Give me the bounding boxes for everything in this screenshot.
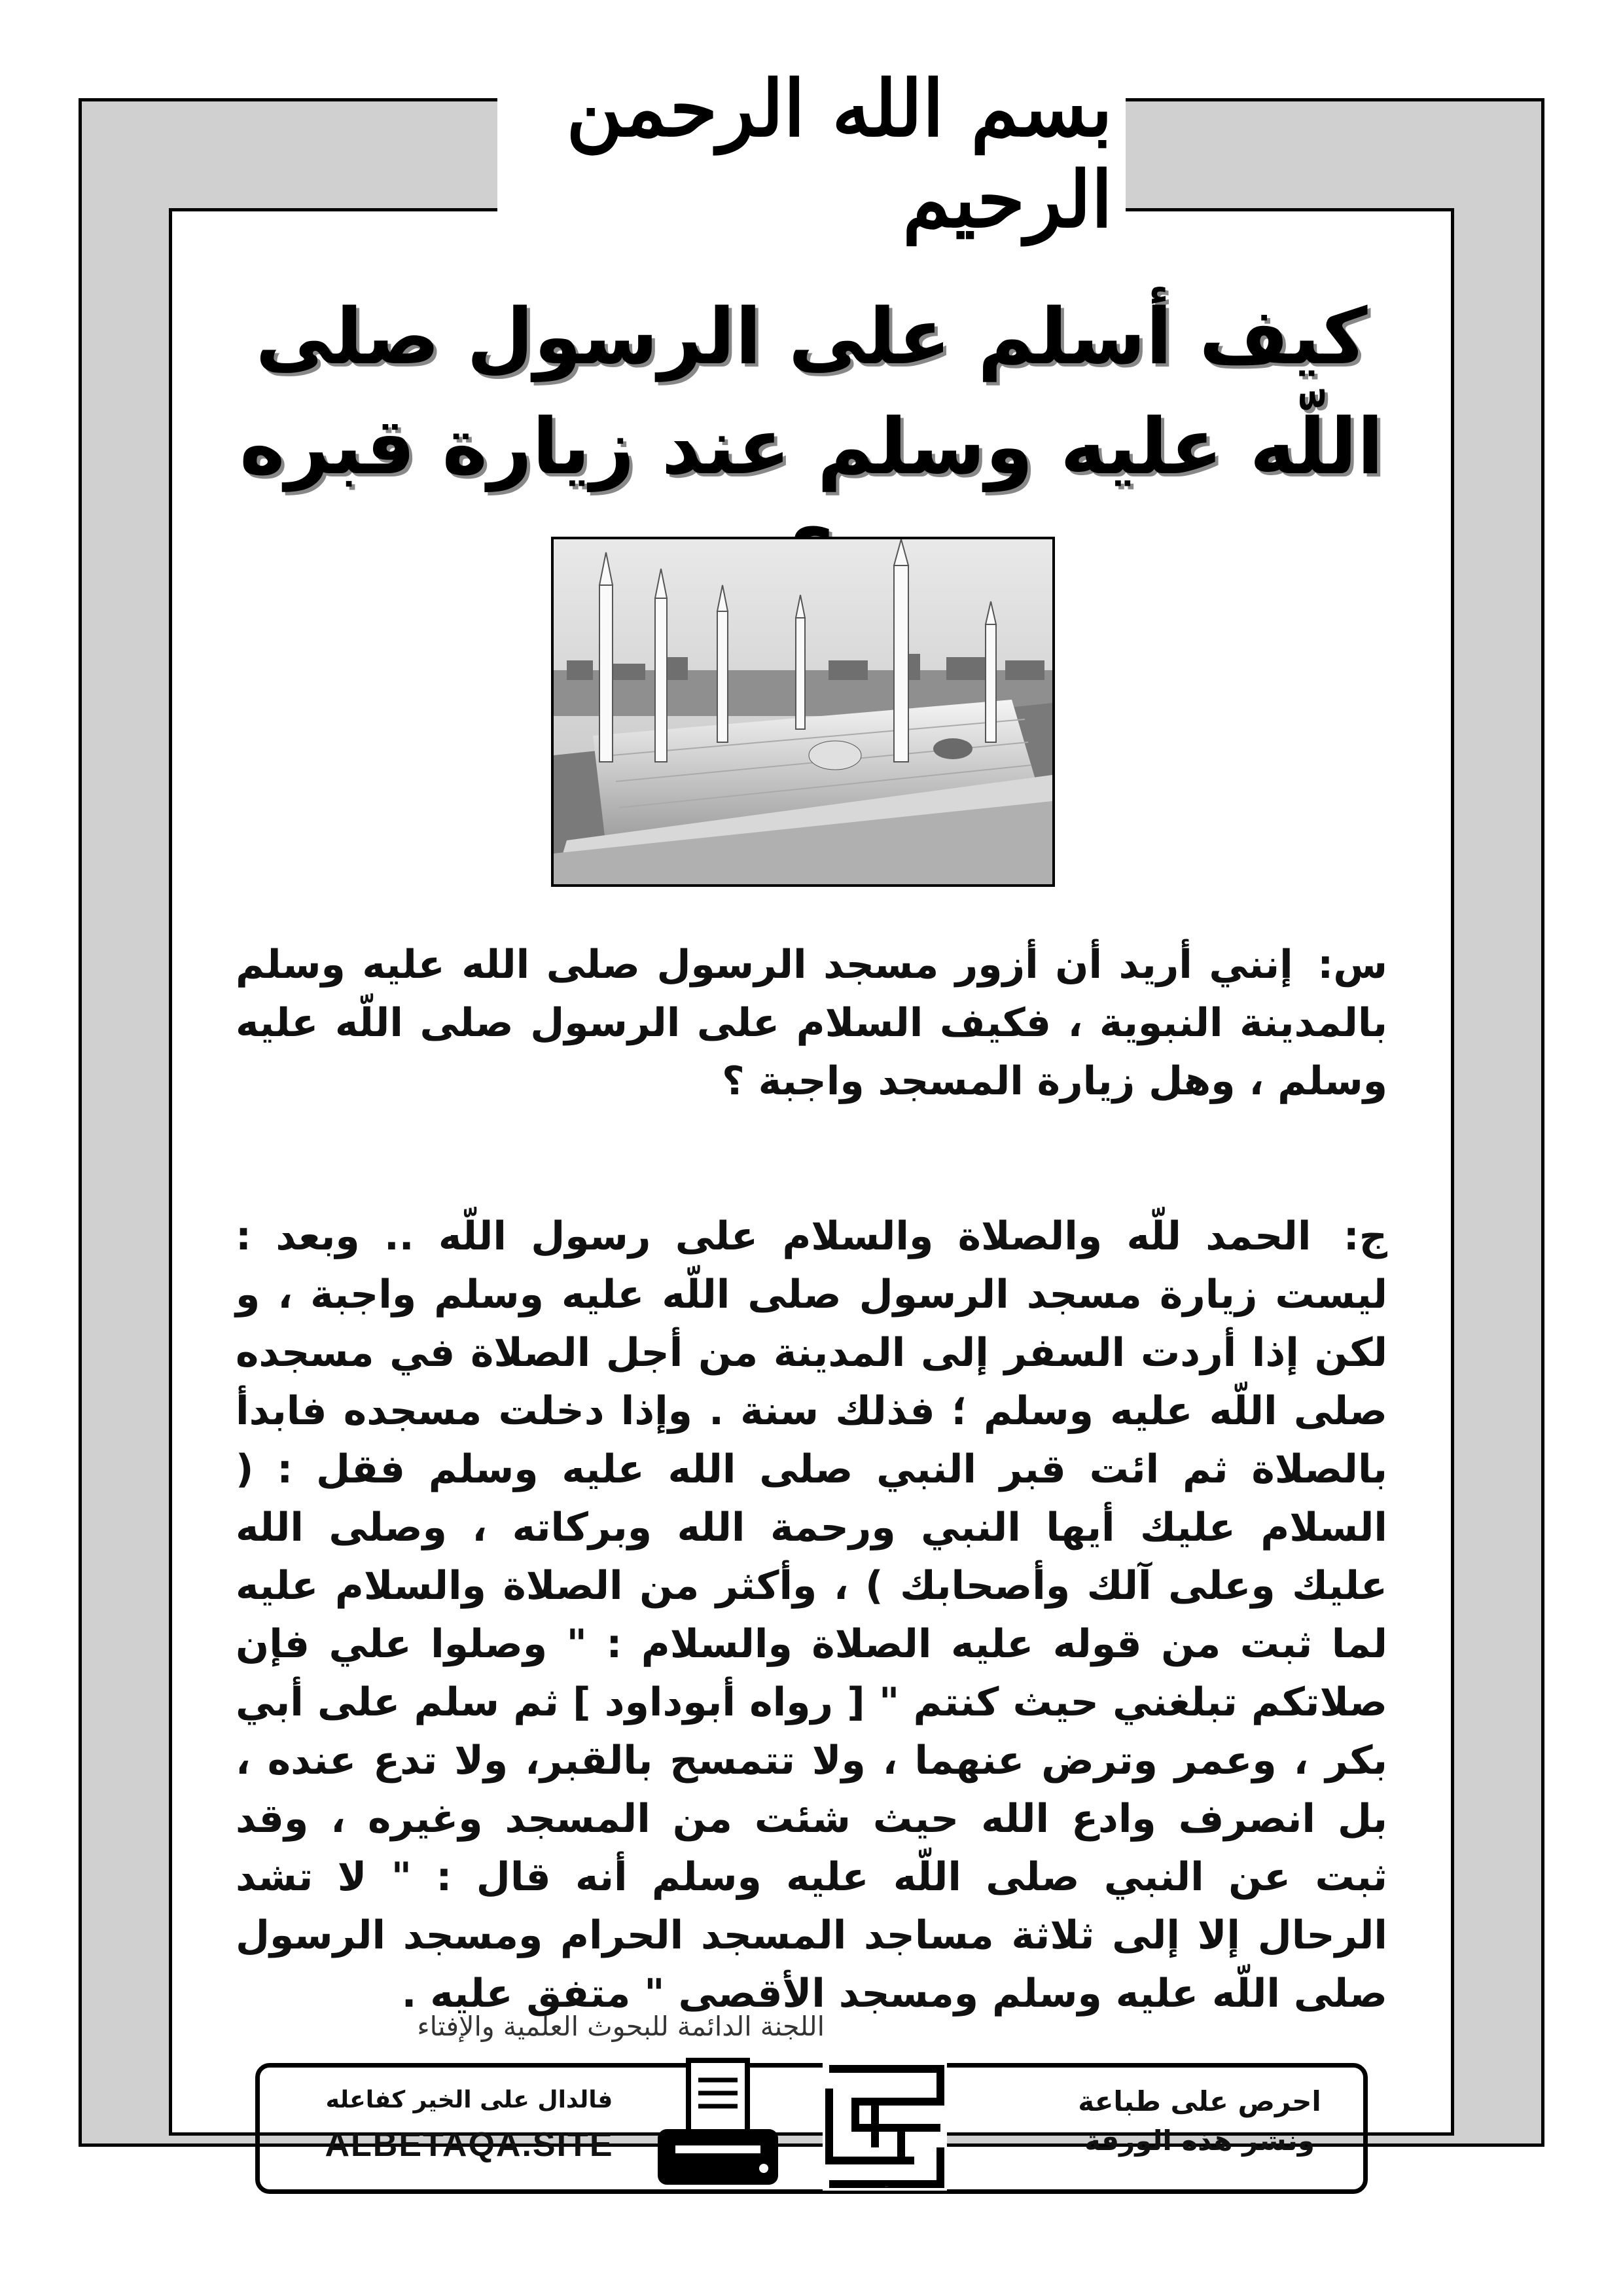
footer-print-reminder: [1059, 2082, 1340, 2161]
mosque-photo-illustration: [554, 539, 1052, 884]
source-attribution: اللجنة الدائمة للبحوث العلمية والإفتاء: [417, 2011, 825, 2042]
calligraphy-logo: [823, 2062, 947, 2191]
footer-slogan: فالدال على الخير كفاعله: [325, 2087, 613, 2113]
footer-site-block: [286, 2082, 652, 2164]
answer-paragraph: [236, 1208, 1387, 2023]
basmala-calligraphy: بسم الله الرحمن الرحيم: [566, 63, 1113, 245]
calligraphy-logo-mark: [823, 2062, 947, 2191]
printer-icon: [652, 2057, 783, 2195]
footer-banner: [255, 2063, 1368, 2194]
question-label: س:: [1317, 942, 1388, 988]
title-line-2: اللّه عليه وسلم عند زيارة قبره: [239, 401, 1384, 492]
question-paragraph: [236, 936, 1387, 1111]
question-text: إنني أريد أن أزور مسجد الرسول صلى الله عليه وسلم بالمدينة النبوية ، فكيف السلام على الرسول صلى اللّه عليه وسلم ، وهل زيارة المسجد واجبة ؟: [236, 942, 1387, 1104]
title-line-1: كيف أسلم على الرسول صلى: [255, 291, 1368, 382]
footer-right-line-2: ونشر هذه الورقة: [1084, 2125, 1315, 2157]
answer-text: الحمد للّه والصلاة والسلام على رسول اللّه .. وبعد : ليست زيارة مسجد الرسول صلى اللّه عليه وسلم واجبة ، و لكن إذا أردت السفر إلى المدينة من أجل الصلاة في مسجده صلى اللّه عليه وسلم ؛ فذلك سنة . وإذا دخلت مسجده فابدأ بالصلاة ثم ائت قبر النبي صلى الله عليه وسلم فقل : ( السلام عليك أيها النبي ورحمة الله وبركاته ، وصلى الله عليك وعلى آلك وأصحابك ) ، وأكثر من الصلاة والسلام عليه لما ثبت من قوله عليه الصلاة والسلام : " وصلوا علي فإن صلاتكم تبلغني حيث كنتم " [ رواه أبوداود ] ثم سلم على أبي بكر ، وعمر وترض عنهما ، ولا تتمسح بالقبر، ولا تدع عنده ، بل انصرف وادع الله حيث شئت من المسجد وغيره ، وقد ثبت عن النبي صلى اللّه عليه وسلم أنه قال : " لا تشد الرحال إلا إلى ثلاثة مساجد المسجد الحرام ومسجد الرسول صلى اللّه عليه وسلم ومسجد الأقصى " متفق عليه .: [236, 1213, 1387, 2017]
mosque-photo: [551, 537, 1055, 887]
footer-site-link[interactable]: ALBETAQA.SITE: [325, 2126, 614, 2164]
answer-label: ج:: [1343, 1213, 1388, 1259]
footer-right-line-1: احرص على طباعة: [1078, 2085, 1321, 2117]
